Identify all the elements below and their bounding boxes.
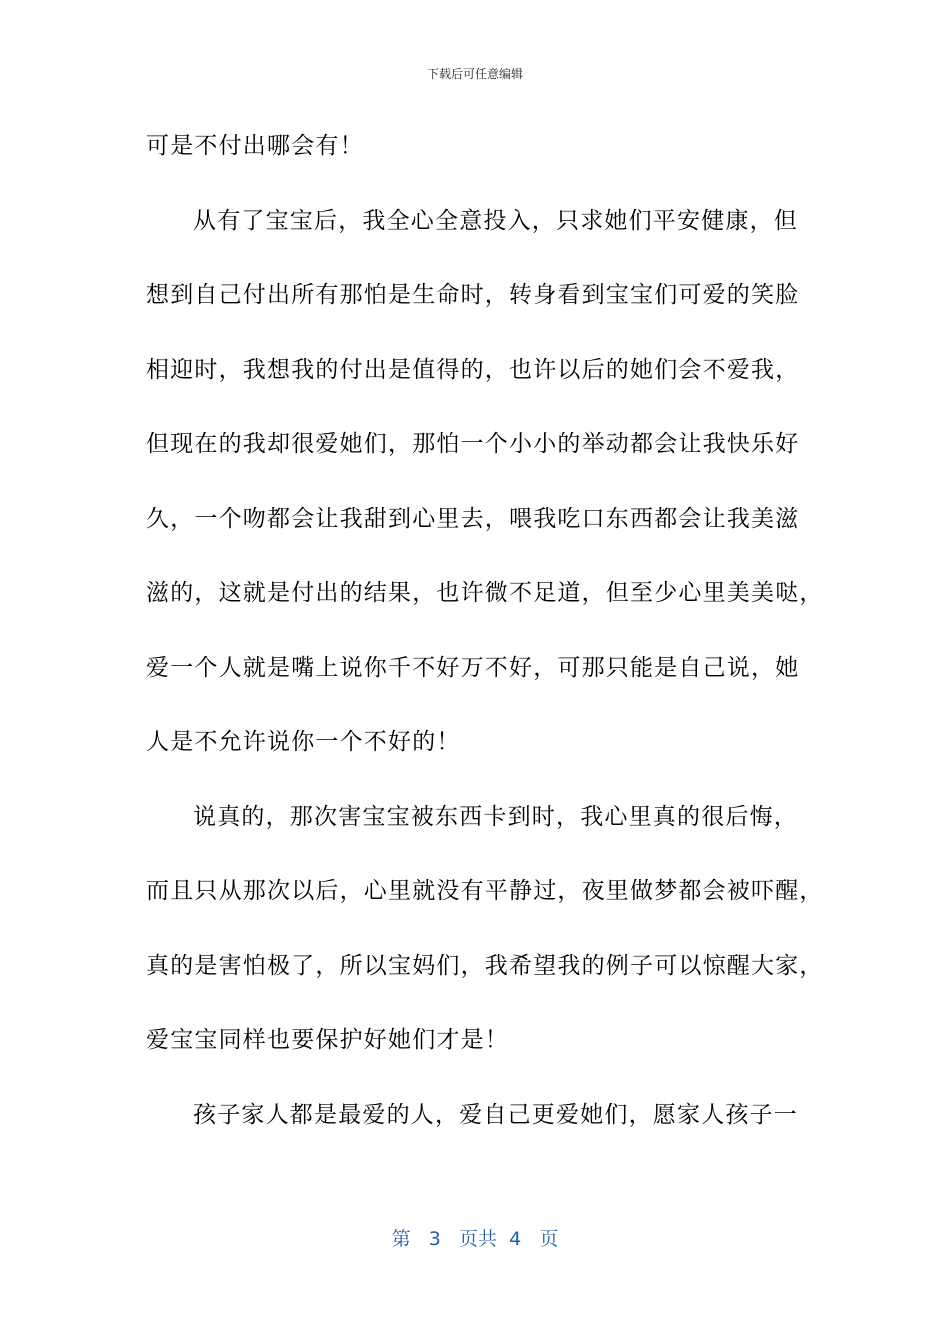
text-line-14: 孩子家人都是最爱的人，爱自己更爱她们，愿家人孩子一	[193, 1101, 798, 1128]
text-line-1: 可是不付出哪会有！	[146, 133, 364, 159]
page-footer	[0, 1226, 950, 1252]
text-line-3: 想到自己付出所有那怕是生命时，转身看到宝宝们可爱的笑脸	[146, 282, 800, 308]
text-line-11: 而且只从那次以后，心里就没有平静过，夜里做梦都会被吓醒，	[146, 878, 824, 904]
text-line-10: 说真的，那次害宝宝被东西卡到时，我心里真的很后悔，	[193, 803, 798, 830]
total-pages-number: 4	[509, 1228, 522, 1250]
text-line-9: 人是不允许说你一个不好的！	[146, 729, 461, 755]
text-line-13: 爱宝宝同样也要保护好她们才是！	[146, 1027, 509, 1053]
footer-prefix: 第	[391, 1228, 411, 1250]
page-header: 下载后可任意编辑	[426, 67, 523, 81]
text-line-7: 滋的，这就是付出的结果，也许微不足道，但至少心里美美哒，	[146, 580, 824, 606]
text-line-12: 真的是害怕极了，所以宝妈们，我希望我的例子可以惊醒大家，	[146, 952, 824, 979]
text-line-6: 久，一个吻都会让我甜到心里去，喂我吃口东西都会让我美滋	[146, 505, 800, 532]
document-body	[146, 120, 824, 1163]
text-line-8: 爱一个人就是嘴上说你千不好万不好，可那只能是自己说，她	[146, 654, 800, 681]
current-page-number: 3	[428, 1228, 441, 1250]
text-line-2: 从有了宝宝后，我全心全意投入，只求她们平安健康，但	[193, 207, 798, 234]
text-line-5: 但现在的我却很爱她们，那怕一个小小的举动都会让我快乐好	[146, 431, 800, 457]
footer-middle: 页共	[459, 1228, 498, 1250]
text-line-4: 相迎时，我想我的付出是值得的，也许以后的她们会不爱我，	[146, 356, 800, 383]
footer-suffix: 页	[539, 1228, 559, 1250]
